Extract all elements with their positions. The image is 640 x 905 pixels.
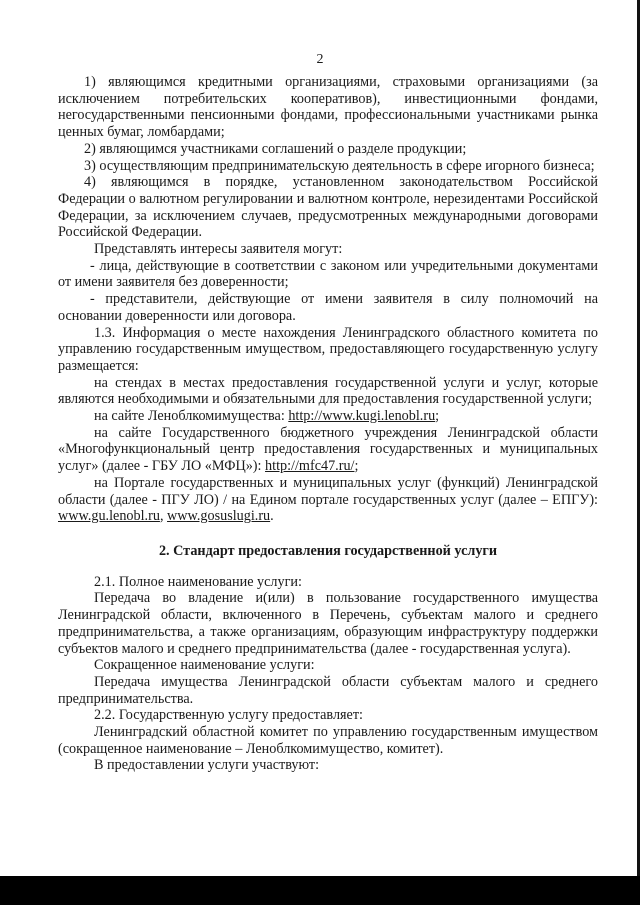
paragraph-full-name: Передача во владение и(или) в пользование государственного имущества Ленинградской области, включенного в Перечень, субъектам малого и среднего предпринимательства, а также организациям, образующим инфраструктуру поддержки субъектов малого и среднего предпринимательства (далее - государственная услуга). <box>58 590 598 657</box>
section-2-heading: 2. Стандарт предоставления государственной услуги <box>158 542 498 559</box>
paragraph-item-1: 1) являющимся кредитными организациями, страховыми организациями (за исключением потребительских кооперативов), инвестиционными фондами, негосударственными пенсионными фондами, профессиональными участниками рынка ценных бумаг, ломбардами; <box>58 74 598 141</box>
site-kugi-end: ; <box>435 408 440 425</box>
paragraph-representatives-intro: Представлять интересы заявителя могут: <box>94 241 343 258</box>
paragraph-representatives-2: - представители, действующие от имени заявителя в силу полномочий на основании доверенности или договора. <box>58 291 598 324</box>
paragraph-representatives-1: - лица, действующие в соответствии с законом или учредительными документами от имени заявителя без доверенности; <box>58 257 598 291</box>
paragraph-item-2: 2) являющимся участниками соглашений о разделе продукции; <box>84 140 467 157</box>
page-number: 2 <box>316 52 324 67</box>
paragraph-short-name: Передача имущества Ленинградской области субъектам малого и среднего предпринимательства. <box>58 673 598 707</box>
paragraph-stands: на стендах в местах предоставления государственной услуги и услуг, которые являются необходимыми и обязательными для предоставления государственной услуги; <box>58 374 598 408</box>
paragraph-participants: В предоставлении услуги участвуют: <box>94 757 320 774</box>
portal-end: . <box>270 508 274 525</box>
portal-separator: , <box>159 508 168 525</box>
site-mfc-label: на сайте Государственного бюджетного учреждения Ленинградской области «Многофункциональный центр предоставления государственных и муниципальных услуг» (далее - ГБУ ЛО «МФЦ»): <box>58 424 598 475</box>
scan-bottom-border <box>0 876 640 905</box>
portal-label: на Портале государственных и муниципальных услуг (функций) Ленинградской области (далее - ПГУ ЛО) / на Едином портале государственных услуг (далее – ЕПГУ): <box>58 474 598 508</box>
paragraph-2-1: 2.1. Полное наименование услуги: <box>94 573 302 590</box>
link-gosuslugi[interactable]: www.gosuslugi.ru <box>167 508 271 525</box>
document-body <box>58 74 598 774</box>
paragraph-2-2: 2.2. Государственную услугу предоставляет: <box>94 707 363 724</box>
paragraph-provider: Ленинградский областной комитет по управлению государственным имуществом (сокращенное наименование – Леноблкомимущество, комитет). <box>58 724 598 757</box>
link-gu-lenobl[interactable]: www.gu.lenobl.ru <box>58 508 160 525</box>
paragraph-short-name-label: Сокращенное наименование услуги: <box>94 657 315 674</box>
paragraph-site-mfc <box>58 425 598 475</box>
paragraph-1-3-info: 1.3. Информация о месте нахождения Ленинградского областного комитета по управлению государственным имуществом, предоставляющего государственную услугу размещается: <box>58 324 598 374</box>
paragraph-item-4: 4) являющимся в порядке, установленном законодательством Российской Федерации о валютном регулировании и валютном контроле, нерезидентами Российской Федерации, за исключением случаев, предусмотренных международными договорами Российской Федерации. <box>58 174 598 241</box>
link-kugi[interactable]: http://www.kugi.lenobl.ru <box>288 408 436 425</box>
site-kugi-label: на сайте Леноблкомимущества: <box>94 408 289 425</box>
paragraph-item-3: 3) осуществляющим предпринимательскую деятельность в сфере игорного бизнеса; <box>84 157 595 174</box>
paragraph-portal <box>58 475 598 525</box>
paragraph-site-kugi <box>58 408 598 425</box>
site-mfc-end: ; <box>354 458 359 475</box>
link-mfc[interactable]: http://mfc47.ru/ <box>265 458 355 475</box>
